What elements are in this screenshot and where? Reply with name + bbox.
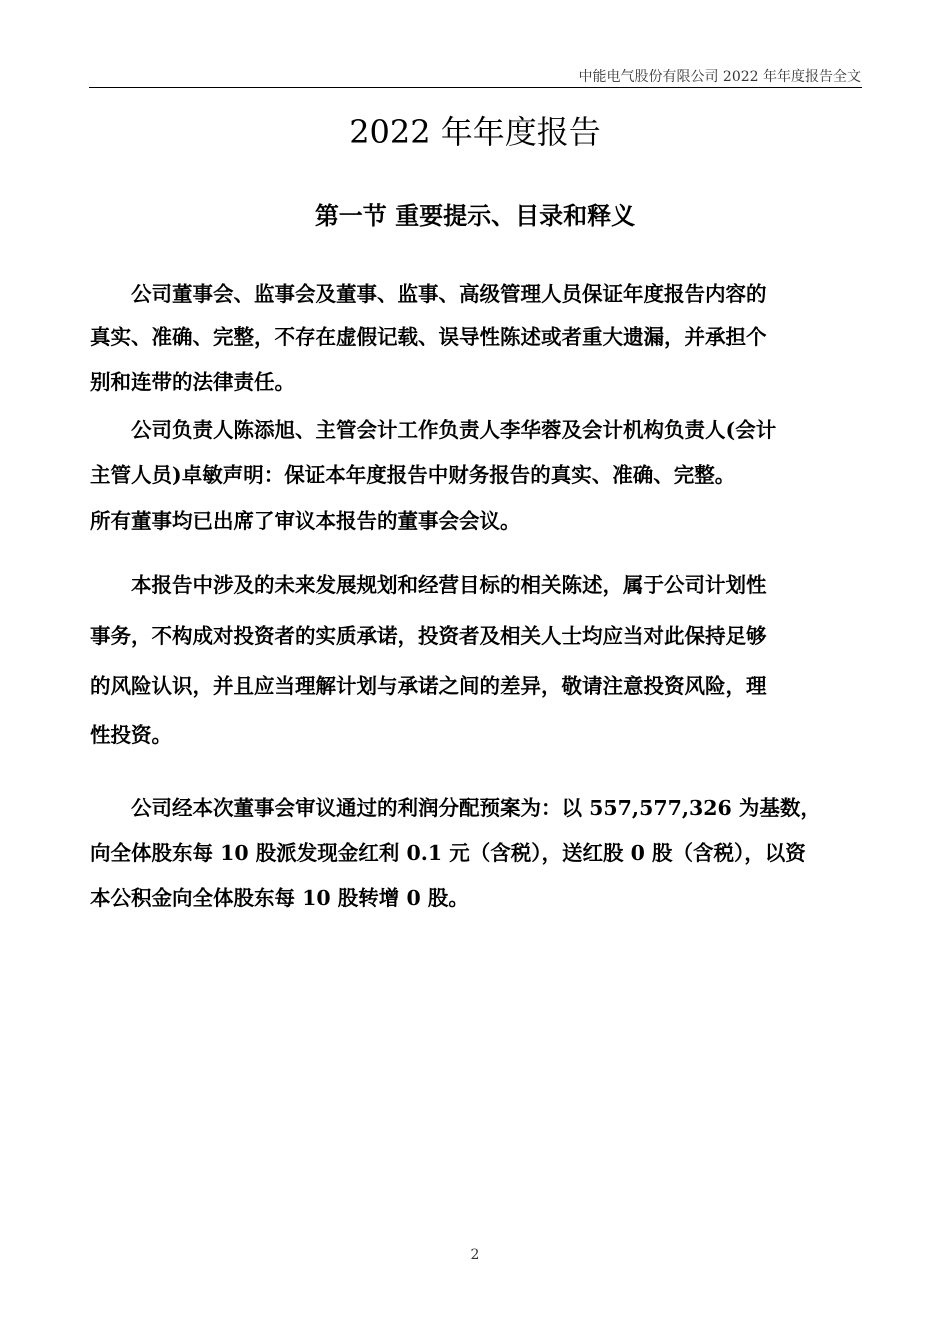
paragraph-line: 本公积金向全体股东每 10 股转增 0 股。 [90,886,469,910]
paragraph-line: 的风险认识，并且应当理解计划与承诺之间的差异，敬请注意投资风险，理 [90,674,767,698]
paragraph-line: 公司经本次董事会审议通过的利润分配预案为：以 557,577,326 为基数， [90,796,821,820]
paragraph-line: 本报告中涉及的未来发展规划和经营目标的相关陈述，属于公司计划性 [90,573,767,597]
paragraph-line: 公司负责人陈添旭、主管会计工作负责人李华蓉及会计机构负责人(会计 [90,418,777,442]
paragraph-line: 别和连带的法律责任。 [90,370,295,394]
header-divider [89,87,862,88]
paragraph-line: 向全体股东每 10 股派发现金红利 0.1 元（含税），送红股 0 股（含税），以资 [90,841,806,865]
report-title: 2022 年年度报告 [349,113,601,151]
paragraph-line: 事务，不构成对投资者的实质承诺，投资者及相关人士均应当对此保持足够 [90,624,767,648]
paragraph-line: 公司董事会、监事会及董事、监事、高级管理人员保证年度报告内容的 [90,282,767,306]
page-header-text: 中能电气股份有限公司 2022 年年度报告全文 [578,69,861,85]
paragraph-line: 所有董事均已出席了审议本报告的董事会会议。 [90,509,521,533]
paragraph-line: 真实、准确、完整，不存在虚假记载、误导性陈述或者重大遗漏，并承担个 [90,325,767,349]
paragraph-line: 主管人员)卓敏声明：保证本年度报告中财务报告的真实、准确、完整。 [90,463,736,487]
paragraph-line: 性投资。 [90,723,172,747]
section-title: 第一节 重要提示、目录和释义 [314,201,636,230]
page-number: 2 [470,1247,480,1263]
